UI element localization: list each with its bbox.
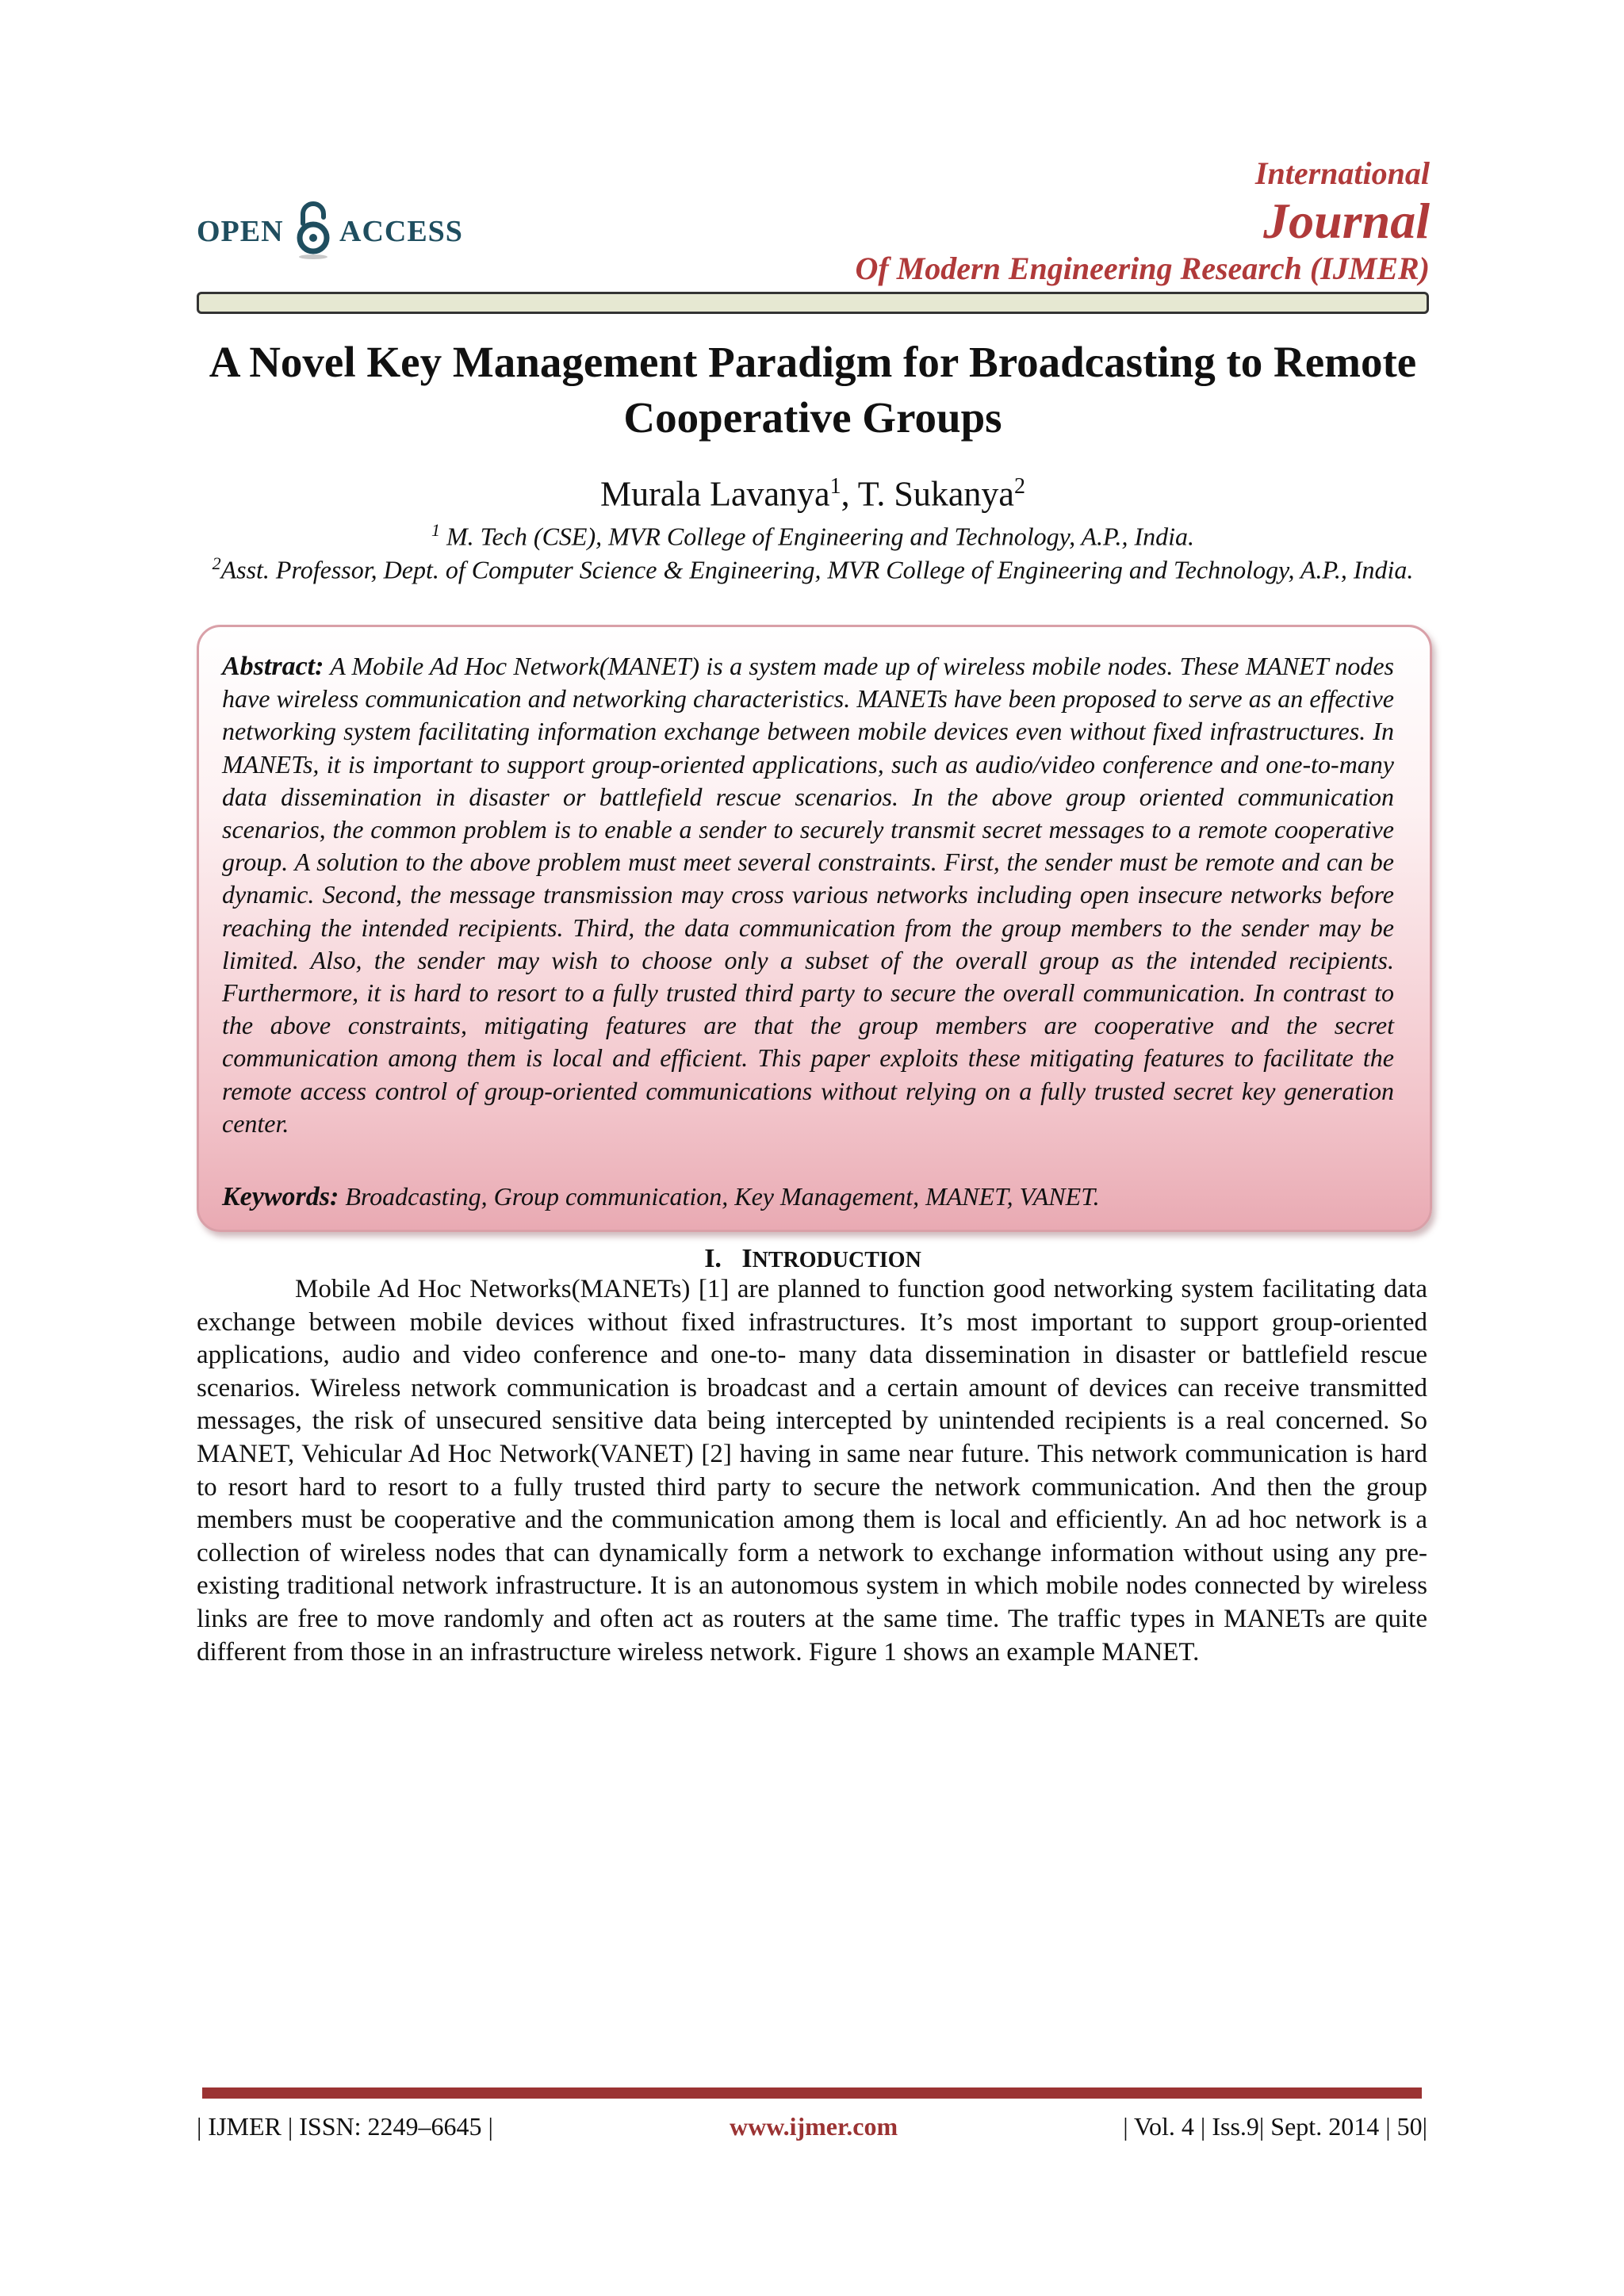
journal-line-international: International bbox=[1254, 155, 1430, 191]
open-lock-icon bbox=[292, 200, 335, 262]
footer-issn: | IJMER | ISSN: 2249–6645 | bbox=[197, 2112, 493, 2141]
author-1-sup: 1 bbox=[829, 474, 841, 499]
section-number: I. bbox=[704, 1244, 722, 1273]
journal-masthead bbox=[716, 155, 1430, 288]
keywords-list: Broadcasting, Group communication, Key Management, MANET, VANET. bbox=[339, 1182, 1100, 1211]
footer-volume-page: | Vol. 4 | Iss.9| Sept. 2014 | 50| bbox=[1123, 2112, 1427, 2141]
keywords-label: Keywords: bbox=[222, 1182, 339, 1211]
author-2: T. Sukanya bbox=[857, 474, 1014, 514]
open-access-logo bbox=[197, 200, 474, 271]
affiliation-1-text: M. Tech (CSE), MVR College of Engineering and Technology, A.P., India. bbox=[439, 522, 1194, 551]
open-label: OPEN bbox=[197, 215, 284, 248]
affiliation-1-sup: 1 bbox=[431, 520, 440, 540]
paper-title: A Novel Key Management Paradigm for Broadcasting to Remote Cooperative Groups bbox=[209, 338, 1417, 442]
abstract-body: A Mobile Ad Hoc Network(MANET) is a system made up of wireless mobile nodes. These MANET nodes have wireless communication and networking characteristics. MANETs have been proposed to serve as an effective networking system facilitating information exchange between mobile devices even without fixed infrastructures. In MANETs, it is important to support group-oriented applications, such as audio/video conference and one-to-many data dissemination in disaster or battlefield rescue scenarios. In the above group oriented communication scenarios, the common problem is to enable a sender to securely transmit secret messages to a remote cooperative group. A solution to the above problem must meet several constraints. First, the sender must be remote and can be dynamic. Second, the message transmission may cross various networks including open insecure networks before reaching the intended recipients. Third, the data communication from the group members to the sender may be limited. Also, the sender may wish to choose only a subset of the overall group as the intended recipients. Furthermore, it is hard to resort to a fully trusted third party to secure the overall communication. In contrast to the above constraints, mitigating features are that the group members are cooperative and the secret communication among them is local and efficient. This paper exploits these mitigating features to facilitate the remote access control of group-oriented communications without relying on a fully trusted secret key generation center. bbox=[222, 652, 1394, 1138]
affiliation-2 bbox=[190, 547, 1435, 587]
introduction-body bbox=[197, 1273, 1427, 1669]
journal-line-subtitle: Of Modern Engineering Research (IJMER) bbox=[855, 251, 1430, 286]
author-1: Murala Lavanya bbox=[600, 474, 830, 514]
abstract-label: Abstract: bbox=[222, 652, 324, 681]
footer-website-link[interactable]: www.ijmer.com bbox=[730, 2112, 898, 2141]
keywords bbox=[222, 1180, 1394, 1214]
author-2-sup: 2 bbox=[1013, 474, 1025, 499]
introduction-paragraph: Mobile Ad Hoc Networks(MANETs) [1] are planned to function good networking system facilitating data exchange between mobile devices without fixed infrastructures. It’s most important to support group-oriented applications, audio and video conference and one-to- many data dissemination in disaster or battlefield rescue scenarios. Wireless network communication is broadcast and a certain amount of devices can receive transmitted messages, the risk of unsecured sensitive data being intercepted by unintended recipients is a real concerned. So MANET, Vehicular Ad Hoc Network(VANET) [2] having in same near future. This network communication is hard to resort hard to resort to a fully trusted third party to secure the network communication. And then the group members must be cooperative and the communication among them is local and efficiently. An ad hoc network is a collection of wireless nodes that can dynamically form a network to exchange information without using any pre-existing traditional network infrastructure. It is an autonomous system in which mobile nodes connected by wireless links are free to move randomly and often act as routers at the same time. The traffic types in MANETs are quite different from those in an infrastructure wireless network. Figure 1 shows an example MANET. bbox=[197, 1275, 1427, 1667]
affiliation-2-sup: 2 bbox=[212, 553, 221, 573]
access-label: ACCESS bbox=[339, 215, 463, 248]
affiliation-2-text: Asst. Professor, Dept. of Computer Science & Engineering, MVR College of Engineering and Technology, A.P., India. bbox=[220, 555, 1414, 584]
author-separator: , bbox=[841, 474, 858, 514]
journal-line-journal: Journal bbox=[1263, 193, 1430, 249]
footer-divider bbox=[202, 2087, 1422, 2099]
section-title-initial: I bbox=[741, 1244, 753, 1273]
section-title-rest: NTRODUCTION bbox=[752, 1248, 921, 1272]
author-line bbox=[190, 465, 1435, 517]
header-divider bbox=[197, 292, 1429, 314]
abstract bbox=[222, 650, 1394, 1140]
